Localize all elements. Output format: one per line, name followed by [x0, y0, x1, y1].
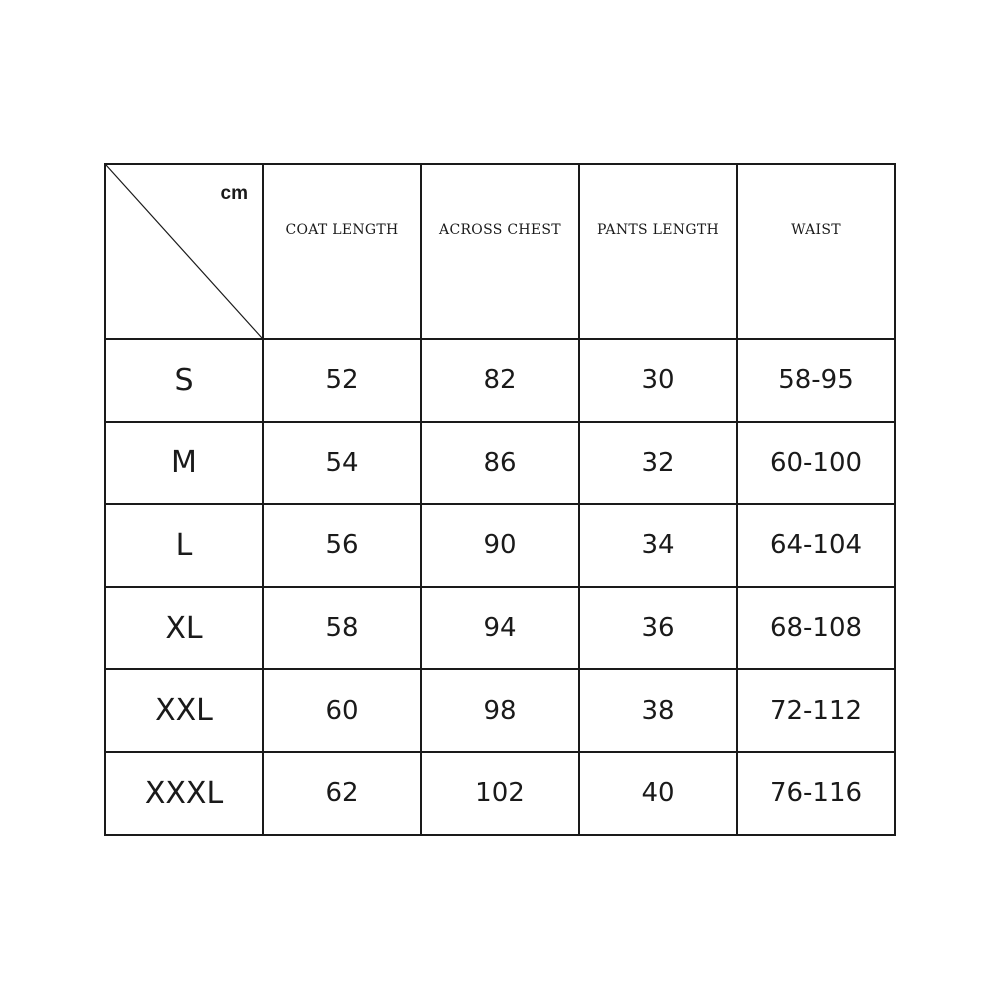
pants-length-value: 30 [579, 339, 737, 422]
size-label: XXXL [105, 752, 263, 835]
across-chest-value: 90 [421, 504, 579, 587]
waist-value: 58-95 [737, 339, 895, 422]
column-header-waist: WAIST [737, 164, 895, 339]
coat-length-value: 56 [263, 504, 421, 587]
pants-length-value: 34 [579, 504, 737, 587]
coat-length-value: 54 [263, 422, 421, 505]
across-chest-value: 82 [421, 339, 579, 422]
across-chest-value: 102 [421, 752, 579, 835]
pants-length-value: 40 [579, 752, 737, 835]
column-header-pants-length: PANTS LENGTH [579, 164, 737, 339]
table-row [105, 669, 895, 752]
coat-length-value: 60 [263, 669, 421, 752]
coat-length-value: 58 [263, 587, 421, 670]
waist-value: 68-108 [737, 587, 895, 670]
pants-length-value: 36 [579, 587, 737, 670]
size-label: XXL [105, 669, 263, 752]
pants-length-value: 38 [579, 669, 737, 752]
table-row [105, 587, 895, 670]
size-label: L [105, 504, 263, 587]
waist-value: 76-116 [737, 752, 895, 835]
table-row [105, 339, 895, 422]
waist-value: 64-104 [737, 504, 895, 587]
size-chart-table [104, 163, 896, 836]
table-row [105, 504, 895, 587]
across-chest-value: 98 [421, 669, 579, 752]
column-header-coat-length: COAT LENGTH [263, 164, 421, 339]
table-row [105, 752, 895, 835]
size-label: M [105, 422, 263, 505]
corner-header-cell [105, 164, 263, 339]
unit-label: cm [220, 183, 248, 204]
waist-value: 60-100 [737, 422, 895, 505]
table-header-row [105, 164, 895, 339]
size-label: XL [105, 587, 263, 670]
size-label: S [105, 339, 263, 422]
coat-length-value: 62 [263, 752, 421, 835]
table-row [105, 422, 895, 505]
pants-length-value: 32 [579, 422, 737, 505]
across-chest-value: 86 [421, 422, 579, 505]
waist-value: 72-112 [737, 669, 895, 752]
coat-length-value: 52 [263, 339, 421, 422]
column-header-across-chest: ACROSS CHEST [421, 164, 579, 339]
across-chest-value: 94 [421, 587, 579, 670]
